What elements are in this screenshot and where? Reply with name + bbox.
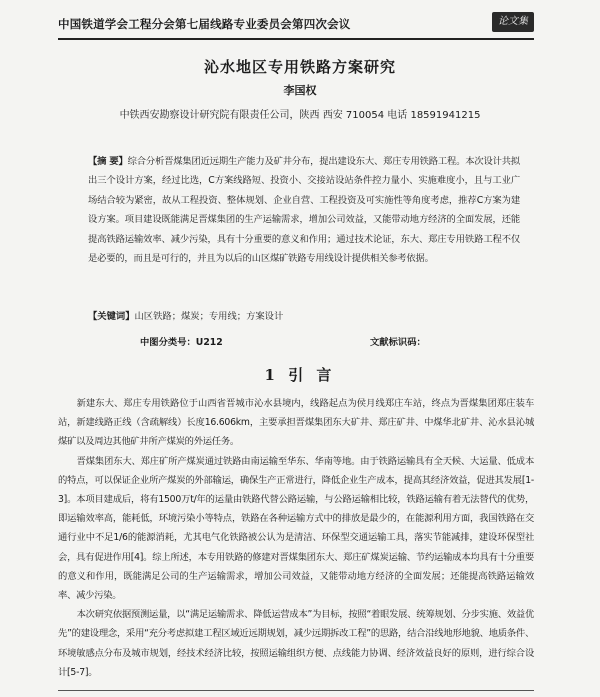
section-heading: 1 引 言 (264, 366, 336, 384)
abstract-label: 【摘 要】 (88, 156, 128, 167)
document-code-label: 文献标识码： (370, 337, 426, 348)
author-affiliation: 中铁西安勘察设计研究院有限责任公司，陕西 西安 710054 电话 18591941215 (119, 110, 481, 121)
keywords (88, 308, 520, 322)
body-paragraph: 晋煤集团东大、郑庄矿所产煤炭通过铁路由南运输至华东、华南等地。由于铁路运输具有全天候、大运量、低成本的特点，可以保证企业所产煤炭的外部输运，确保生产正常进行，降低企业生产成本，提高其经济效益，促进其发展[1-3]。本项目建成后，将有1500万t/年的运量由铁路代替公路运输，与公路运输相比较，铁路运输有着无法替代的优势，即运输效率高，能耗低，环境污染小等特点，铁路在各种运输方式中的排放是最少的，在能源利用方面，我国铁路在交通行业中不足1/6的能源消耗，尤其电气化铁路被公认为是清洁、环保型交通运输工具，落实节能减排，建设环保型社会，具有促进作用[4]。综上所述，本专用铁路的修建对晋煤集团东大、郑庄矿煤炭运输、节约运输成本均具有十分重要的意义和作用，既能满足公司的生产运输需求，增加公司效益，又能带动地方经济的全面发展；还能提高铁路运输效率、减少污染。 (58, 455, 534, 602)
classification-line (140, 334, 500, 348)
paper-author: 李国权 (283, 84, 317, 97)
running-header (58, 10, 534, 40)
body-paragraph: 本次研究依据预测运量，以“满足运输需求、降低运营成本”为目标，按照“着眼发展、统筹规划、分步实施、效益优先”的建设理念，采用“充分考虑拟建工程区域近远期规划，减少远期拆改工程”的思路，结合沿线地形地貌、地质条件、环境敏感点分布及城市规划，经技术经济比较，按照运输组织方便、点线能力协调、经济效益良好的原则，进行综合设计[5-7]。 (58, 609, 534, 678)
page-bottom-rule (58, 690, 534, 691)
abstract (88, 152, 520, 268)
paper-title: 沁水地区专用铁路方案研究 (203, 58, 396, 76)
conference-title: 中国铁道学会工程分会第七届线路专业委员会第四次会议 (58, 17, 351, 31)
abstract-text: 综合分析晋煤集团近远期生产能力及矿井分布，提出建设东大、郑庄专用铁路工程。本次设计共拟出三个设计方案，经过比选，C方案线路短、投资小、交接站设站条件控力量小、实施难度小，且与工业广场结合较为紧密，故从工程投资、整体规划、企业自营、工程投资及可实施性等角度考虑，推荐C方案为建设方案。项目建设既能满足晋煤集团的生产运输需求，增加公司效益，又能带动地方经济的全面发展，还能提高铁路运输效率、减少污染，具有十分重要的意义和作用；通过技术论证，东大、郑庄专用铁路工程不仅是必要的，而且是可行的，并且为以后的山区煤矿铁路专用线设计提供相关参考依据。 (88, 156, 520, 265)
section-body (58, 394, 534, 682)
classification-number: 中图分类号：U212 (140, 337, 223, 348)
keywords-label: 【关键词】 (88, 311, 135, 322)
keywords-text: 山区铁路；煤炭；专用线；方案设计 (134, 311, 284, 322)
proceedings-badge: 论文集 (492, 12, 534, 32)
body-paragraph: 新建东大、郑庄专用铁路位于山西省晋城市沁水县境内，线路起点为侯月线郑庄车站，终点为晋煤集团郑庄装车站，新建线路正线（含疏解线）长度16.606km，主要承担晋煤集团东大矿井、郑庄矿井、中煤华北矿井、沁水县沁城煤矿以及周边其他矿井所产煤炭的外运任务。 (58, 398, 534, 448)
